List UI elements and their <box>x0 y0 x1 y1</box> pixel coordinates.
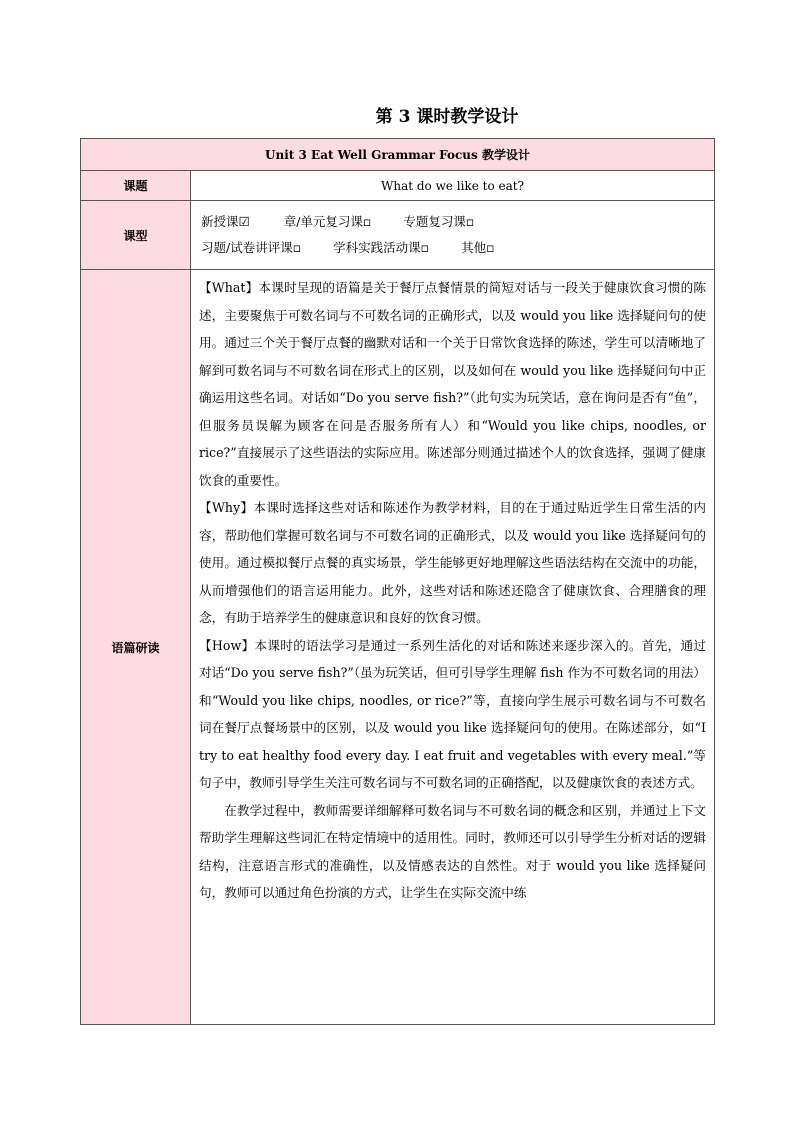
topic-row <box>81 171 715 201</box>
analysis-content <box>191 270 715 1025</box>
topic-value: What do we like to eat? <box>191 171 715 201</box>
topic-label: 课题 <box>81 171 191 201</box>
type-option-new-lesson: 新授课☑ <box>201 214 250 229</box>
type-option-exercise-review: 习题/试卷讲评课▫ <box>201 240 302 255</box>
lesson-plan-table <box>80 138 715 1025</box>
type-label: 课型 <box>81 201 191 270</box>
type-options-row-2 <box>201 235 704 261</box>
analysis-row <box>81 270 715 1025</box>
type-row <box>81 201 715 270</box>
analysis-paragraph-process: 在教学过程中，教师需要详细解释可数名词与不可数名词的概念和区别，并通过上下文帮助学生理解这些词汇在特定情境中的适用性。同时，教师还可以引导学生分析对话的逻辑结构，注意语言形式的准确性，以及情感表达的自然性。对于 would you like 选择疑问句，教师可以通过角色扮演的方式，让学生在实际交流中练 <box>199 802 707 900</box>
page-title: 第 3 课时教学设计 <box>375 107 519 127</box>
type-options-row-1 <box>201 209 704 235</box>
type-options <box>191 201 715 270</box>
type-option-topic-review: 专题复习课▫ <box>403 214 475 229</box>
analysis-paragraph-what: 【What】本课时呈现的语篇是关于餐厅点餐情景的简短对话与一段关于健康饮食习惯的陈述，主要聚焦于可数名词与不可数名词的正确形式，以及 would you like 选择疑问句的使用。通过三个关于餐厅点餐的幽默对话和一个关于日常饮食选择的陈述，学生可以清晰地了解到可数名词与不可数名词在形式上的区别，以及如何在 would you like 选择疑问句中正确运用这些名词。对话如“Do you serve fish?”（此句实为玩笑话，意在询问是否有“鱼”，但服务员误解为顾客在问是否服务所有人）和“Would you like chips, noodles, or rice?”直接展示了这些语法的实际应用。陈述部分则通过描述个人的饮食选择，强调了健康饮食的重要性。 <box>199 280 707 488</box>
analysis-paragraph-how: 【How】本课时的语法学习是通过一系列生活化的对话和陈述来逐步深入的。首先，通过对话“Do you serve fish?”（虽为玩笑话，但可引导学生理解 fish 作为不可数名词的用法）和“Would you like chips, noodles, or rice?”等，直接向学生展示可数名词与不可数名词在餐厅点餐场景中的区别，以及 would you like 选择疑问句的使用。在陈述部分，如“I try to eat healthy food every day. I eat fruit and vegetables with every meal.”等句子中，教师引导学生关注可数名词与不可数名词的正确搭配，以及健康饮食的表述方式。 <box>199 637 707 790</box>
type-option-other: 其他▫ <box>461 240 495 255</box>
type-option-practice-activity: 学科实践活动课▫ <box>333 240 430 255</box>
table-header: Unit 3 Eat Well Grammar Focus 教学设计 <box>81 139 715 171</box>
type-option-unit-review: 章/单元复习课▫ <box>283 214 372 229</box>
analysis-label: 语篇研读 <box>81 270 191 1025</box>
analysis-paragraph-why: 【Why】本课时选择这些对话和陈述作为教学材料，目的在于通过贴近学生日常生活的内容，帮助他们掌握可数名词与不可数名词的正确形式，以及 would you like 选择疑问句的使用。通过模拟餐厅点餐的真实场景，学生能够更好地理解这些语法结构在交流中的功能，从而增强他们的语言运用能力。此外，这些对话和陈述还隐含了健康饮食、合理膳食的理念，有助于培养学生的健康意识和良好的饮食习惯。 <box>199 500 707 625</box>
table-header-row <box>81 139 715 171</box>
